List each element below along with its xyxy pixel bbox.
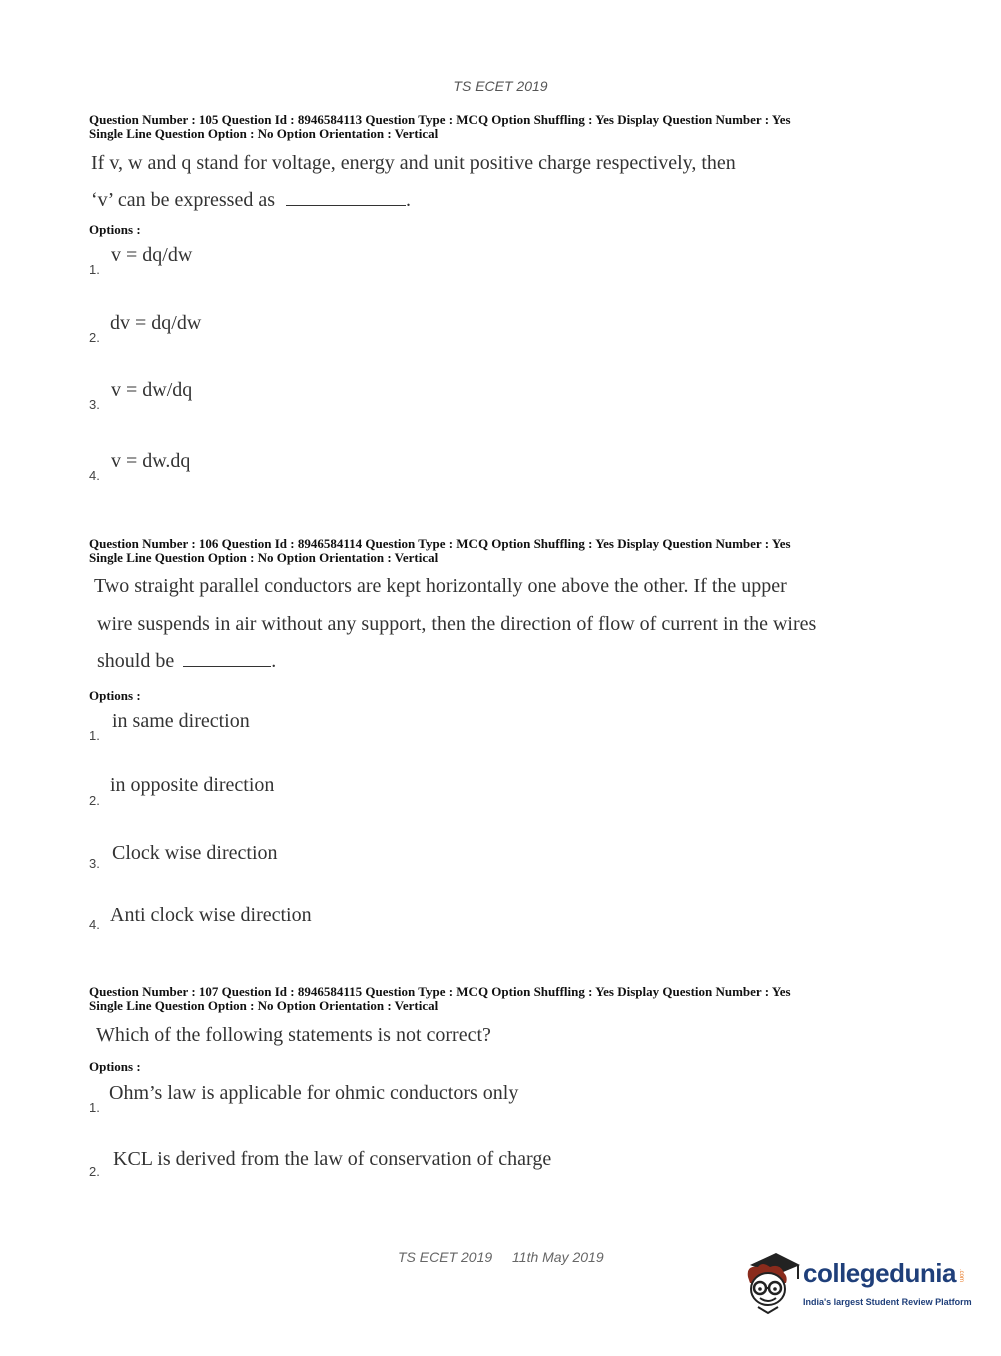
option-text: in same direction bbox=[112, 710, 250, 732]
options-label: Options : bbox=[89, 688, 141, 703]
option-text: v = dq/dw bbox=[111, 244, 193, 266]
option-number: 2. bbox=[89, 793, 100, 808]
page-header: TS ECET 2019 bbox=[453, 78, 548, 94]
options-label: Options : bbox=[89, 222, 141, 237]
mascot-icon bbox=[740, 1247, 802, 1315]
option-number: 2. bbox=[89, 330, 100, 345]
question-meta-line1: Question Number : 107 Question Id : 8946584115 Question Type : MCQ Option Shuffling : Yes Display Question Number : Yes bbox=[89, 984, 791, 999]
option-text: Ohm’s law is applicable for ohmic conductors only bbox=[109, 1082, 519, 1104]
question-meta-line1: Question Number : 106 Question Id : 8946584114 Question Type : MCQ Option Shuffling : Yes Display Question Number : Yes bbox=[89, 536, 791, 551]
question-meta-line1: Question Number : 105 Question Id : 8946584113 Question Type : MCQ Option Shuffling : Yes Display Question Number : Yes bbox=[89, 112, 791, 127]
question-text-line2-end: . bbox=[405, 189, 411, 211]
question-text-line1: Two straight parallel conductors are kept horizontally one above the other. If the upper bbox=[94, 575, 787, 597]
option-text: dv = dq/dw bbox=[110, 312, 202, 334]
question-meta bbox=[89, 113, 909, 141]
answer-blank bbox=[286, 189, 406, 206]
question-text-line1: Which of the following statements is not correct? bbox=[96, 1024, 491, 1046]
option-text: v = dw.dq bbox=[111, 450, 191, 472]
option-number: 2. bbox=[89, 1164, 100, 1179]
option-number: 3. bbox=[89, 856, 100, 871]
question-meta bbox=[89, 985, 909, 1013]
option-number: 3. bbox=[89, 397, 100, 412]
question-text-line1: If v, w and q stand for voltage, energy and unit positive charge respectively, then bbox=[91, 152, 736, 174]
footer-date: 11th May 2019 bbox=[512, 1249, 604, 1265]
option-number: 1. bbox=[89, 1100, 100, 1115]
page-footer bbox=[398, 1249, 604, 1265]
question-text-line3-start: should be bbox=[97, 650, 175, 672]
brand-logo[interactable] bbox=[740, 1247, 970, 1317]
question-meta bbox=[89, 537, 909, 565]
option-text: in opposite direction bbox=[110, 774, 275, 796]
option-text: KCL is derived from the law of conservation of charge bbox=[113, 1148, 552, 1170]
question-meta-line2: Single Line Question Option : No Option Orientation : Vertical bbox=[89, 126, 439, 141]
answer-blank bbox=[183, 650, 271, 667]
brand-tagline: India's largest Student Review Platform bbox=[803, 1297, 972, 1307]
option-text: Anti clock wise direction bbox=[110, 904, 312, 926]
question-meta-line2: Single Line Question Option : No Option Orientation : Vertical bbox=[89, 550, 439, 565]
option-number: 1. bbox=[89, 728, 100, 743]
footer-exam: TS ECET 2019 bbox=[398, 1249, 493, 1265]
brand-name: collegedunia bbox=[803, 1258, 956, 1288]
question-meta-line2: Single Line Question Option : No Option Orientation : Vertical bbox=[89, 998, 439, 1013]
question-text-line2-start: ‘v’ can be expressed as bbox=[91, 189, 275, 211]
question-text-line2 bbox=[91, 189, 411, 212]
option-text: Clock wise direction bbox=[112, 842, 278, 864]
question-text-line2: wire suspends in air without any support, then the direction of flow of current in the wires bbox=[97, 613, 817, 635]
option-number: 4. bbox=[89, 468, 100, 483]
option-number: 4. bbox=[89, 917, 100, 932]
option-text: v = dw/dq bbox=[111, 379, 193, 401]
question-text-line3 bbox=[97, 650, 276, 673]
question-text-line3-end: . bbox=[271, 650, 277, 672]
options-label: Options : bbox=[89, 1059, 141, 1074]
option-number: 1. bbox=[89, 262, 100, 277]
brand-suffix: .com bbox=[958, 1269, 964, 1283]
